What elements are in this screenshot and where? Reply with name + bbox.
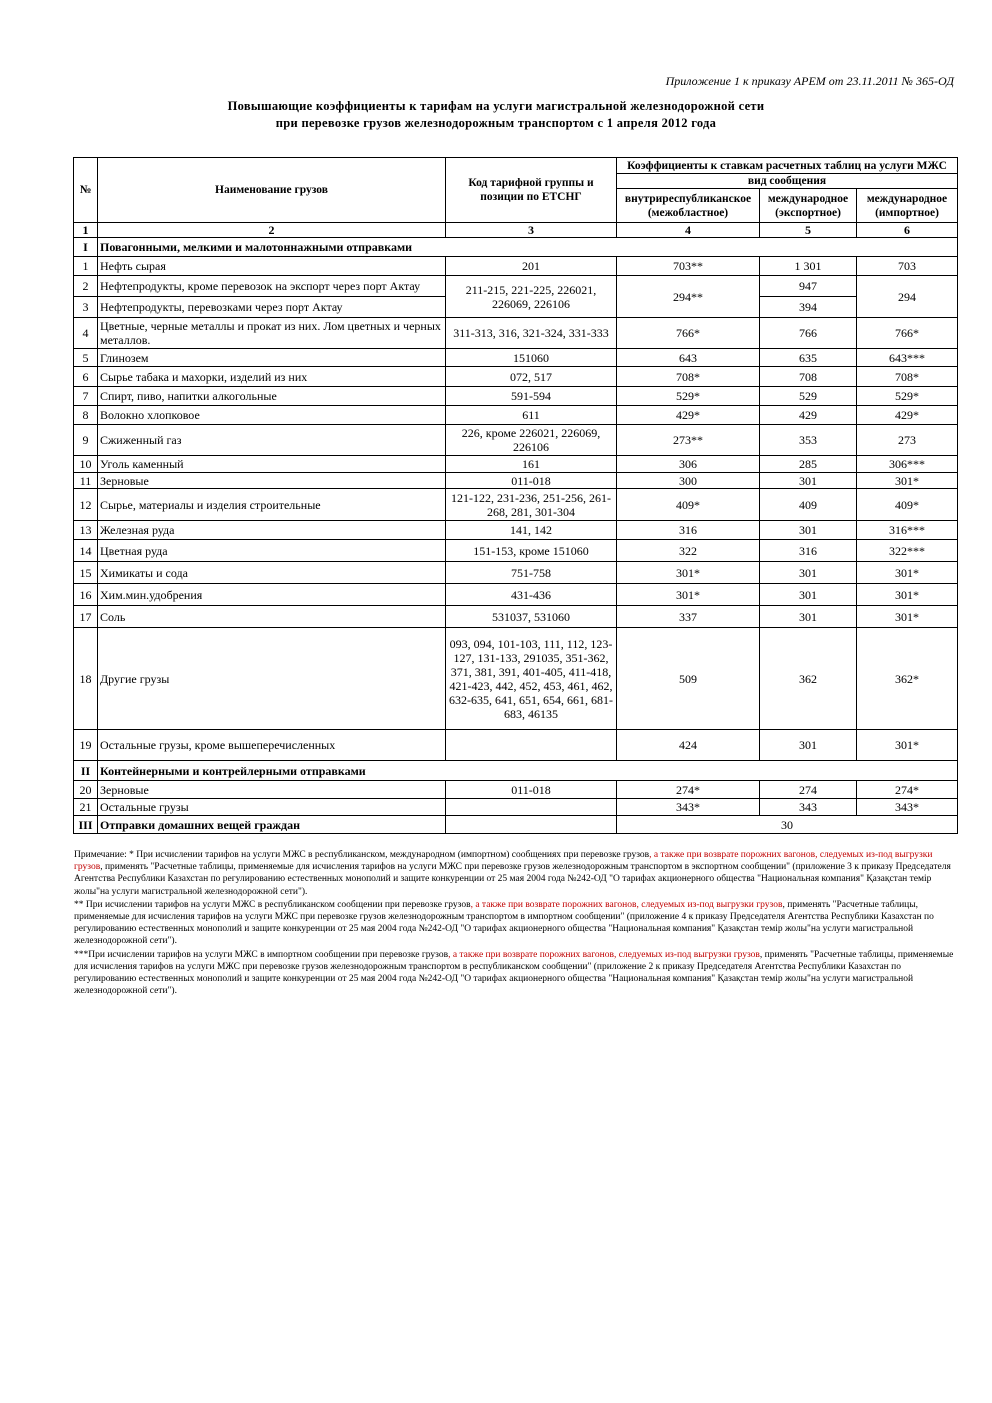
row-name: Цветные, черные металлы и прокат из них. Лом цветных и черных металлов. [98, 318, 446, 349]
row-domestic: 300 [617, 473, 760, 489]
row-import: 301* [857, 562, 958, 584]
row-code: 751-758 [446, 562, 617, 584]
section-title: Повагонными, мелкими и малотоннажными отправками [98, 238, 958, 257]
row-code [446, 799, 617, 816]
title-line-2: при перевозке грузов железнодорожным транспортом с 1 апреля 2012 года [275, 116, 717, 130]
row-code: 161 [446, 456, 617, 473]
row-code: 226, кроме 226021, 226069, 226106 [446, 425, 617, 456]
row-code: 611 [446, 406, 617, 425]
header-code: Код тарифной группы и позиции по ЕТСНГ [446, 158, 617, 223]
row-domestic: 337 [617, 606, 760, 628]
row-domestic: 294** [617, 276, 760, 318]
table-row [74, 562, 958, 584]
row-num: 18 [74, 628, 98, 730]
row-name: Нефтепродукты, перевозками через порт Актау [98, 297, 446, 318]
header-export: международное (экспортное) [760, 189, 857, 223]
row-domestic: 273** [617, 425, 760, 456]
coefficients-table [73, 157, 958, 834]
row-code: 151-153, кроме 151060 [446, 540, 617, 562]
row-domestic: 301* [617, 584, 760, 606]
row-import: 301* [857, 584, 958, 606]
row-export: 301 [760, 521, 857, 540]
row-num: 16 [74, 584, 98, 606]
row-num: 20 [74, 781, 98, 799]
row-num: 1 [74, 257, 98, 276]
table-row [74, 318, 958, 349]
row-export: 429 [760, 406, 857, 425]
row-name: Нефть сырая [98, 257, 446, 276]
row-name: Остальные грузы [98, 799, 446, 816]
row-num: 21 [74, 799, 98, 816]
footnote-1 [74, 849, 954, 898]
table-row [74, 489, 958, 521]
header-import: международное (импортное) [857, 189, 958, 223]
row-num: 4 [74, 318, 98, 349]
row-name: Глинозем [98, 349, 446, 367]
row-export: 285 [760, 456, 857, 473]
row-domestic: 766* [617, 318, 760, 349]
row-import: 294 [857, 276, 958, 318]
row-code: 072, 517 [446, 367, 617, 387]
footnote-1-text-end: , применять "Расчетные таблицы, применяемые для исчисления тарифов на услуги МЖС при перевозке грузов железнодорожным транспортом в экспортном сообщении" (приложение 3 к приказу Председателя Агентства Республики Казахстан по регулированию естественных монополий и защите конкуренции от 25 мая 2004 года №242-ОД "О тарифах акционерного общества "Национальная компания" Қазақстан темір жолы"на услуги магистральной железнодорожной сети"). [74, 862, 951, 897]
row-name: Нефтепродукты, кроме перевозок на экспорт через порт Актау [98, 276, 446, 297]
row-domestic: 703** [617, 257, 760, 276]
row-export: 343 [760, 799, 857, 816]
header-kind: вид сообщения [617, 174, 958, 189]
row-name: Волокно хлопковое [98, 406, 446, 425]
row-code [446, 730, 617, 761]
row-code: 151060 [446, 349, 617, 367]
row-export: 301 [760, 730, 857, 761]
row-domestic: 708* [617, 367, 760, 387]
row-name: Соль [98, 606, 446, 628]
footnote-2 [74, 899, 954, 948]
row-domestic: 409* [617, 489, 760, 521]
table-row [74, 540, 958, 562]
row-num: 12 [74, 489, 98, 521]
row-domestic: 322 [617, 540, 760, 562]
row-num: 3 [74, 297, 98, 318]
row-num: 13 [74, 521, 98, 540]
row-name: Сырье, материалы и изделия строительные [98, 489, 446, 521]
row-export: 766 [760, 318, 857, 349]
row-num: 14 [74, 540, 98, 562]
table-row [74, 473, 958, 489]
table-row [74, 521, 958, 540]
row-code: 093, 094, 101-103, 111, 112, 123-127, 131-133, 291035, 351-362, 371, 381, 391, 401-405, 411-418, 421-423, 442, 452, 453, 461, 462, 632-635, 641, 651, 654, 661, 681-683, 46135 [446, 628, 617, 730]
row-domestic: 301* [617, 562, 760, 584]
row-name: Зерновые [98, 781, 446, 799]
row-import: 301* [857, 473, 958, 489]
row-domestic: 509 [617, 628, 760, 730]
row-export: 529 [760, 387, 857, 406]
footnote-3-highlight: , а также при возврате порожних вагонов, следуемых из-под выгрузки грузов [448, 949, 760, 960]
document-title [0, 98, 992, 132]
row-num: 15 [74, 562, 98, 584]
table-row [74, 628, 958, 730]
row-name: Железная руда [98, 521, 446, 540]
row-import: 322*** [857, 540, 958, 562]
row-import: 343* [857, 799, 958, 816]
row-name: Другие грузы [98, 628, 446, 730]
colnum-6: 6 [857, 223, 958, 238]
table-row [74, 425, 958, 456]
row-domestic: 529* [617, 387, 760, 406]
section-num: I [74, 238, 98, 257]
row-import: 643*** [857, 349, 958, 367]
row-name: Сжиженный газ [98, 425, 446, 456]
colnum-2: 2 [98, 223, 446, 238]
row-code: 431-436 [446, 584, 617, 606]
row-export: 353 [760, 425, 857, 456]
footnote-3 [74, 949, 954, 998]
table-row [74, 799, 958, 816]
row-code: 531037, 531060 [446, 606, 617, 628]
table-row [74, 584, 958, 606]
row-import: 708* [857, 367, 958, 387]
table-row [74, 730, 958, 761]
section-num: II [74, 761, 98, 781]
row-import: 766* [857, 318, 958, 349]
section-title: Отправки домашних вещей граждан [98, 816, 446, 834]
row-num: 9 [74, 425, 98, 456]
row-domestic: 643 [617, 349, 760, 367]
row-domestic: 274* [617, 781, 760, 799]
footnote-2-text: ** При исчислении тарифов на услуги МЖС в республиканском сообщении при перевозке грузов [74, 899, 471, 910]
row-name: Цветная руда [98, 540, 446, 562]
row-code: 011-018 [446, 473, 617, 489]
row-code: 591-594 [446, 387, 617, 406]
row-code: 201 [446, 257, 617, 276]
row-export: 635 [760, 349, 857, 367]
colnum-1: 1 [74, 223, 98, 238]
header-name: Наименование грузов [98, 158, 446, 223]
row-num: 17 [74, 606, 98, 628]
row-code: 311-313, 316, 321-324, 331-333 [446, 318, 617, 349]
row-code: 211-215, 221-225, 226021, 226069, 226106 [446, 276, 617, 318]
colnum-5: 5 [760, 223, 857, 238]
row-domestic: 306 [617, 456, 760, 473]
row-name: Зерновые [98, 473, 446, 489]
row-domestic: 429* [617, 406, 760, 425]
row-import: 429* [857, 406, 958, 425]
section-value: 30 [617, 816, 958, 834]
row-name: Спирт, пиво, напитки алкогольные [98, 387, 446, 406]
table-row [74, 349, 958, 367]
footnotes [74, 849, 954, 998]
table-row [74, 257, 958, 276]
row-name: Сырье табака и махорки, изделий из них [98, 367, 446, 387]
row-code: 121-122, 231-236, 251-256, 261-268, 281, 301-304 [446, 489, 617, 521]
row-num: 7 [74, 387, 98, 406]
row-code: 011-018 [446, 781, 617, 799]
row-num: 5 [74, 349, 98, 367]
row-export: 301 [760, 473, 857, 489]
footnote-2-text-end: , применять "Расчетные таблицы, применяемые для исчисления тарифов на услуги МЖС при перевозке грузов железнодорожным транспортом в импортном сообщении" (приложение 4 к приказу Председателя Агентства Республики Казахстан по регулированию естественных монополий и защите конкуренции от 25 мая 2004 года №242-ОД "О тарифах акционерного общества "Национальная компания" Қазақстан темір жолы"на услуги магистральной железнодорожной сети"). [74, 899, 934, 947]
row-name: Остальные грузы, кроме вышеперечисленных [98, 730, 446, 761]
table-row [74, 276, 958, 297]
row-export: 708 [760, 367, 857, 387]
table-row [74, 367, 958, 387]
table-row [74, 406, 958, 425]
table-row [74, 387, 958, 406]
row-export: 316 [760, 540, 857, 562]
row-export: 301 [760, 584, 857, 606]
row-name: Хим.мин.удобрения [98, 584, 446, 606]
row-num: 8 [74, 406, 98, 425]
row-domestic: 343* [617, 799, 760, 816]
table-row [74, 456, 958, 473]
empty-cell [446, 816, 617, 834]
row-num: 19 [74, 730, 98, 761]
row-import: 409* [857, 489, 958, 521]
row-export: 301 [760, 562, 857, 584]
row-import: 301* [857, 730, 958, 761]
row-num: 6 [74, 367, 98, 387]
row-domestic: 424 [617, 730, 760, 761]
row-num: 11 [74, 473, 98, 489]
row-num: 10 [74, 456, 98, 473]
section-num: III [74, 816, 98, 834]
row-import: 301* [857, 606, 958, 628]
row-export: 947 [760, 276, 857, 297]
row-import: 529* [857, 387, 958, 406]
table-row [74, 781, 958, 799]
footnote-1-highlight: , а также при возврате порожних вагонов, следуемых из-под выгрузки грузов [74, 850, 933, 873]
row-export: 274 [760, 781, 857, 799]
row-name: Химикаты и сода [98, 562, 446, 584]
title-line-1: Повышающие коэффициенты к тарифам на услуги магистральной железнодорожной сети [227, 99, 765, 113]
row-import: 306*** [857, 456, 958, 473]
footnote-3-text-end: , применять "Расчетные таблицы, применяемые для исчисления тарифов на услуги МЖС при перевозке грузов железнодорожным транспортом в республиканском сообщении" (приложение 2 к приказу Председателя Агентства Республики Казахстан по регулированию естественных монополий и защите конкуренции от 25 мая 2004 года №242-ОД "О тарифах акционерного общества "Национальная компания" Қазақстан темір жолы"на услуги магистральной железнодорожной сети"). [74, 949, 954, 997]
colnum-3: 3 [446, 223, 617, 238]
row-import: 316*** [857, 521, 958, 540]
header-num: № [74, 158, 98, 223]
colnum-4: 4 [617, 223, 760, 238]
row-num: 2 [74, 276, 98, 297]
header-domestic: внутриреспубликанское (межобластное) [617, 189, 760, 223]
section-title: Контейнерными и контрейлерными отправками [98, 761, 958, 781]
header-coef: Коэффициенты к ставкам расчетных таблиц на услуги МЖС [617, 158, 958, 174]
row-import: 703 [857, 257, 958, 276]
footnote-3-text: ***При исчислении тарифов на услуги МЖС в импортном сообщении при перевозке грузов [74, 949, 449, 960]
row-export: 362 [760, 628, 857, 730]
row-export: 409 [760, 489, 857, 521]
row-export: 394 [760, 297, 857, 318]
row-export: 1 301 [760, 257, 857, 276]
row-import: 362* [857, 628, 958, 730]
row-import: 274* [857, 781, 958, 799]
footnote-2-highlight: , а также при возврате порожних вагонов, следуемых из-под выгрузки грузов [470, 899, 783, 910]
row-domestic: 316 [617, 521, 760, 540]
appendix-note: Приложение 1 к приказу АРЕМ от 23.11.2011 № 365-ОД [665, 74, 954, 88]
footnote-1-text: Примечание: * При исчислении тарифов на услуги МЖС в республиканском, международном (импортном) сообщениях при перевозке грузов [74, 850, 650, 860]
row-code: 141, 142 [446, 521, 617, 540]
row-name: Уголь каменный [98, 456, 446, 473]
row-import: 273 [857, 425, 958, 456]
row-export: 301 [760, 606, 857, 628]
table-row [74, 606, 958, 628]
